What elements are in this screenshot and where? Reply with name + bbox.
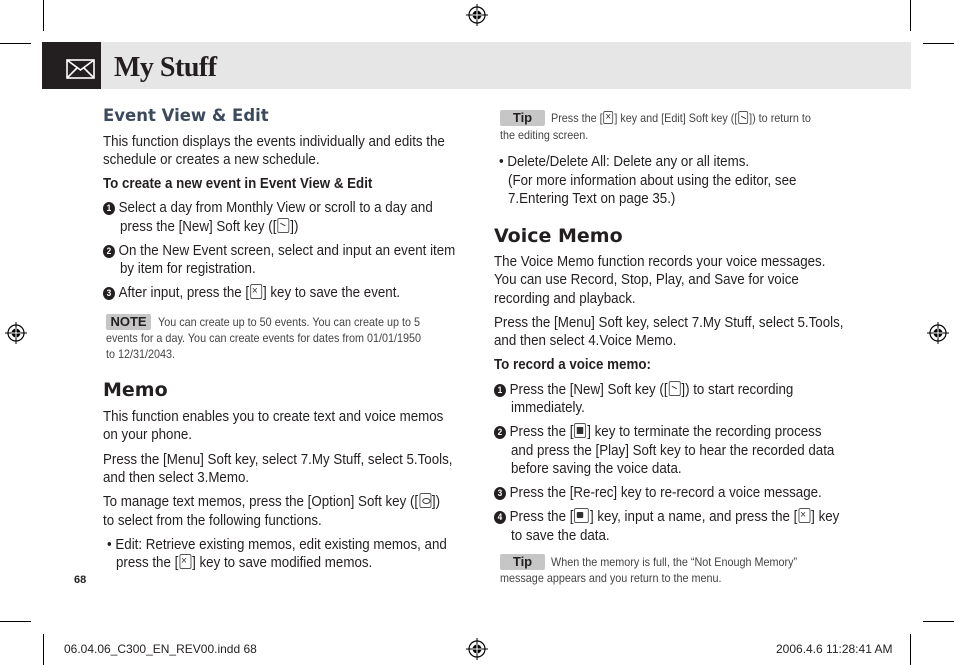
note-text: events for a day. You can create events for dates from 01/01/1950 <box>106 331 422 345</box>
step-item-cont: and press the [Play] Soft key to hear the recorded data <box>511 443 835 459</box>
paragraph: Press the [Menu] Soft key, select 7.My Stuff, select 5.Tools, <box>103 452 453 468</box>
step-number-icon: 2 <box>103 245 115 258</box>
step-item-cont: immediately. <box>511 400 585 416</box>
send-key-icon <box>574 508 589 523</box>
paragraph <box>103 493 440 512</box>
step-text: by item for registration. <box>120 261 256 277</box>
step-item <box>103 284 400 303</box>
text: Press the [New] Soft key ([ <box>509 382 668 398</box>
paragraph: and then select 4.Voice Memo. <box>494 333 677 349</box>
step-number-icon: 1 <box>103 202 115 215</box>
tip-text: the editing screen. <box>500 128 589 142</box>
registration-mark-icon <box>5 322 27 344</box>
soft-key-icon <box>277 218 289 233</box>
end-key-icon <box>250 284 262 299</box>
text: To manage text memos, press the [Option] Soft key ([ <box>103 494 419 510</box>
note-label: NOTE <box>106 314 151 330</box>
timestamp-slug: 2006.4.6 11:28:41 AM <box>776 642 893 656</box>
crop-mark <box>43 634 44 665</box>
text: Press the [ <box>551 111 603 125</box>
registration-mark-icon <box>927 322 949 344</box>
option-key-icon <box>419 493 431 508</box>
paragraph: to select from the following functions. <box>103 513 322 529</box>
step-item-cont <box>120 260 256 279</box>
step-text: On the New Event screen, select and input an event item <box>118 243 456 259</box>
step-text: Select a day from Monthly View or scroll to a day and <box>118 200 433 216</box>
subheading: To create a new event in Event View & Edit <box>103 176 373 192</box>
page-title: My Stuff <box>114 52 217 83</box>
bullet-item: • Delete/Delete All: Delete any or all items. <box>499 154 750 170</box>
step-item <box>103 242 455 261</box>
crop-mark <box>910 0 911 31</box>
section-title-memo: Memo <box>103 379 168 401</box>
paragraph: Press the [Menu] Soft key, select 7.My Stuff, select 5.Tools, <box>494 315 844 331</box>
file-slug: 06.04.06_C300_EN_REV00.indd 68 <box>64 642 257 656</box>
paragraph: The Voice Memo function records your voice messages. <box>494 254 826 270</box>
soft-key-icon <box>668 381 680 396</box>
text: ]) <box>431 494 441 510</box>
tip-label: Tip <box>500 554 545 570</box>
paragraph: schedule or creates a new schedule. <box>103 152 320 168</box>
crop-mark <box>0 621 31 622</box>
soft-key-icon <box>738 111 748 124</box>
tip-text: When the memory is full, the “Not Enough Memory” <box>551 555 798 569</box>
crop-mark <box>923 43 954 44</box>
tip-label: Tip <box>500 110 545 126</box>
paragraph: on your phone. <box>103 427 193 443</box>
text: press the [ <box>116 555 179 571</box>
step-text: press the [New] Soft key ([ <box>120 219 277 235</box>
text: ]) to return to <box>749 111 811 125</box>
text: ] key to save modified memos. <box>192 555 373 571</box>
note-text: You can create up to 50 events. You can create up to 5 <box>158 315 421 329</box>
stop-key-icon <box>574 423 586 438</box>
bullet-item-cont <box>116 554 372 573</box>
paragraph: and then select 3.Memo. <box>103 470 250 486</box>
subheading: To record a voice memo: <box>494 357 651 373</box>
crop-mark <box>0 43 31 44</box>
envelope-icon <box>66 59 95 79</box>
crop-mark <box>910 634 911 665</box>
text: ]) to start recording <box>681 382 794 398</box>
step-text: ] key to save the event. <box>262 285 401 301</box>
chapter-icon-box <box>42 42 101 89</box>
crop-mark <box>43 0 44 31</box>
step-text: After input, press the [ <box>118 285 250 301</box>
text: Press the [Re-rec] key to re-record a voice message. <box>509 485 822 501</box>
step-number-icon: 4 <box>494 511 506 524</box>
bullet-item-cont: 7.Entering Text on page 35.) <box>508 191 676 207</box>
step-item <box>494 508 839 527</box>
step-item <box>494 484 822 503</box>
bullet-item: • Edit: Retrieve existing memos, edit existing memos, and <box>107 537 447 553</box>
step-number-icon: 1 <box>494 384 506 397</box>
text: Press the [ <box>509 424 574 440</box>
step-item <box>494 381 793 400</box>
tip-text <box>551 110 811 126</box>
step-item-cont <box>120 218 298 237</box>
step-number-icon: 3 <box>494 487 506 500</box>
step-item-cont: before saving the voice data. <box>511 461 682 477</box>
step-text: ]) <box>290 219 299 235</box>
paragraph: recording and playback. <box>494 291 636 307</box>
step-item <box>103 199 433 218</box>
step-item-cont: to save the data. <box>511 528 610 544</box>
end-key-icon <box>179 554 191 569</box>
end-key-icon <box>798 508 810 523</box>
paragraph: This function enables you to create text and voice memos <box>103 409 444 425</box>
step-number-icon: 3 <box>103 287 115 300</box>
paragraph: You can use Record, Stop, Play, and Save for voice <box>494 272 799 288</box>
note-text: to 12/31/2043. <box>106 347 176 361</box>
crop-mark <box>923 621 954 622</box>
step-item <box>494 423 822 442</box>
section-title-event-view: Event View & Edit <box>103 106 269 125</box>
paragraph: This function displays the events individually and edits the <box>103 134 445 150</box>
registration-mark-icon <box>466 4 488 26</box>
text: ] key and [Edit] Soft key ([ <box>614 111 738 125</box>
text: ] key, input a name, and press the [ <box>589 509 798 525</box>
text: ] key <box>811 509 840 525</box>
text: Press the [ <box>509 509 574 525</box>
step-number-icon: 2 <box>494 426 506 439</box>
tip-text: message appears and you return to the menu. <box>500 571 722 585</box>
text: ] key to terminate the recording process <box>587 424 822 440</box>
bullet-item-cont: (For more information about using the editor, see <box>508 173 797 189</box>
registration-mark-icon <box>466 638 488 660</box>
page-number: 68 <box>74 574 87 586</box>
end-key-icon <box>604 111 614 124</box>
section-title-voice-memo: Voice Memo <box>494 225 623 247</box>
